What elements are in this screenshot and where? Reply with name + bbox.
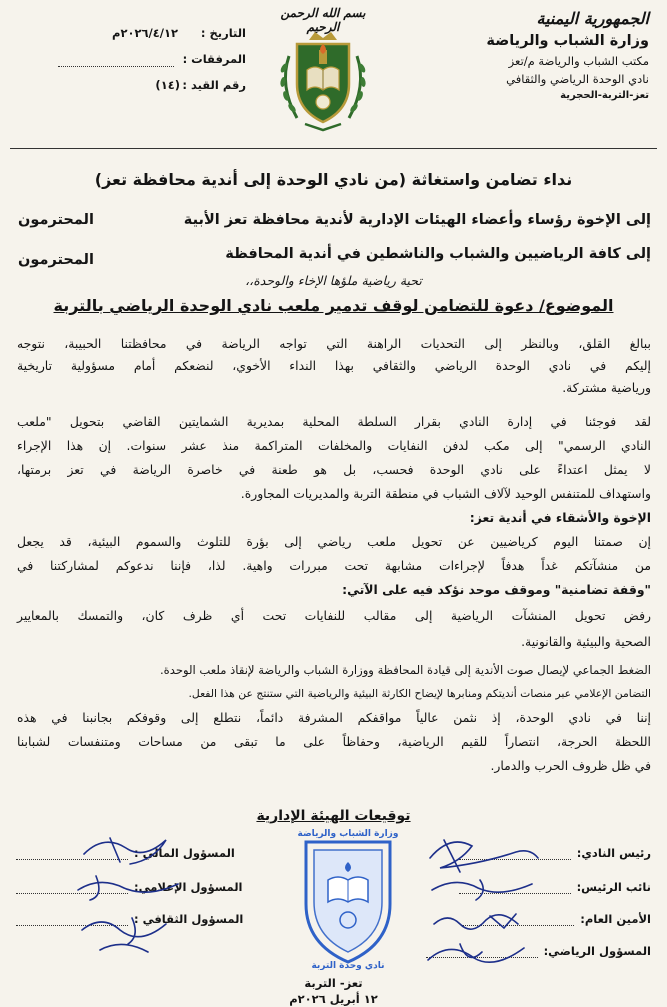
handwritten-signatures-right — [420, 828, 550, 978]
body-line: التضامن الإعلامي عبر منصات أنديتكم ومنابرها لإيضاح الكارثة البيئية والرياضية التي ستنتج عن هذا الفعل. — [188, 687, 651, 700]
club-location: تعز-التربة-الحجرية — [560, 90, 649, 101]
letterhead-right — [419, 8, 649, 104]
club-name: نادي الوحدة الرياضي والثقافي — [506, 72, 649, 86]
signature-label: رئيس النادي: — [576, 846, 651, 860]
date-label: التاريخ : — [200, 26, 246, 40]
header-divider — [10, 148, 657, 149]
body-line: إليكم في نادي الوحدة الرياضي والثقافي بهذا النداء الأخوي، لنضعكم أمام مسؤولية تاريخية — [17, 358, 651, 373]
body-line: ببالغ القلق، وبالنظر إلى التحديات الراهنة التي تواجه الرياضة في محافظتنا الحبيبة، نتوجه — [17, 336, 651, 351]
body-line: النادي الرسمي" إلى مكب لدفن النفايات والمخلفات المتراكمة منذ عشر سنوات. إن هذا الإجراء — [17, 438, 651, 453]
signature-label: الأمين العام: — [580, 912, 651, 926]
letterhead-left — [14, 26, 246, 104]
addressee-line-2: إلى كافة الرياضيين والشباب والناشطين في أندية المحافظة — [225, 246, 651, 262]
republic-name: الجمهورية اليمنية — [536, 9, 649, 28]
stamp-club-text: نادي وحدة التربة — [311, 961, 385, 970]
signature-label: المسؤول الثقافي : — [134, 912, 244, 926]
body-line: لا يمثل اعتداءً على نادي الوحدة فحسب، بل هو طعنة في خاصرة الرياضة في تعز برمتها، — [17, 462, 651, 477]
reference-row — [14, 78, 246, 104]
signature-label: نائب الرئيس: — [576, 880, 651, 894]
body-line: من منشآتكم غداً هدفاً لإجراءات مشابهة تحت مبررات واهية. لذا، فإننا ندعوكم لمشاركتنا في — [17, 558, 651, 573]
body-line: رفض تحويل المنشآت الرياضية إلى مقالب للنفايات تحت أي ظرف كان، والتمسك بالمعايير — [17, 608, 651, 623]
date-value: ٢٠٢٦/٤/١٢م — [112, 26, 178, 40]
letter-title: نداء تضامن واستغاثة (من نادي الوحدة إلى أندية محافظة تعز) — [94, 170, 573, 189]
body-line: "وقفة تضامنية" وموقف موحد نؤكد فيه على الآتي: — [342, 582, 651, 597]
body-line: الإخوة والأشقاء في أندية تعز: — [469, 510, 651, 525]
subject-line: الموضوع/ دعوة للتضامن لوقف تدمير ملعب نادي الوحدة الرياضي بالتربة — [53, 296, 614, 315]
reference-label: رقم القيد : — [182, 78, 246, 92]
reference-value: (١٤) — [155, 78, 180, 92]
office-name: مكتب الشباب والرياضة م/تعز — [508, 54, 649, 68]
body-line: ورياضية مشتركة. — [562, 380, 651, 395]
attachments-row — [14, 52, 246, 78]
body-line: الصحية والبيئية والقانونية. — [521, 634, 651, 649]
signature-label: المسؤول الإعلامي: — [134, 880, 243, 894]
attachments-label: المرفقات : — [182, 52, 246, 66]
ministry-name: وزارة الشباب والرياضة — [486, 33, 649, 49]
club-stamp-icon — [288, 820, 408, 970]
addressee-line-1: إلى الإخوة رؤساء وأعضاء الهيئات الإدارية لأندية محافظة تعز الأبية — [183, 212, 651, 228]
body-line: الضغط الجماعي لإيصال صوت الأندية إلى قيادة المحافظة ووزارة الشباب والرياضة لإنقاذ ملعب الوحدة. — [159, 663, 651, 677]
body-line: لقد فوجئنا في إدارة النادي بقرار السلطة المحلية بمديرية الشمايتين القاضي بتحويل "ملعب — [17, 414, 651, 429]
body-line: في ظل ظروف الحرب والدمار. — [490, 758, 651, 773]
date-row — [14, 26, 246, 52]
footer-date: ١٢ أبريل ٢٠٢٦م — [289, 992, 378, 1006]
handwritten-signatures-left — [70, 826, 200, 966]
body-line: اللحظة الحرجة، انتصاراً للقيم الرياضية، وحفاظاً على ما تبقى من مساحات ومتنفسات لشبابنا — [17, 734, 651, 749]
greeting: تحية رياضية ملؤها الإخاء والوحدة،، — [245, 273, 422, 288]
basmala: بسم الله الرحمن الرحيم — [280, 6, 366, 34]
body-line: إن صمتنا اليوم كرياضيين عن تحويل ملعب رياضي إلى بؤرة للتلوث والسموم البيئية، قد يجعل — [17, 534, 651, 549]
signature-label: المسؤول المالي : — [134, 846, 235, 860]
letterhead-center — [263, 6, 383, 134]
club-emblem-icon — [275, 26, 371, 134]
addressee-tag-1: المحترمون — [18, 212, 94, 228]
signature-label: المسؤول الرياضي: — [543, 944, 651, 958]
stamp-ministry-text: وزارة الشباب والرياضة — [297, 829, 399, 839]
body-line: واستهداف للمتنفس الوحيد لآلاف الشباب في منطقة التربة والمديريات المجاورة. — [240, 486, 651, 501]
attachments-blank — [58, 66, 174, 67]
footer-place: تعز- التربة — [304, 976, 363, 990]
signatures-title: توقيعات الهيئة الإدارية — [256, 808, 411, 824]
body-line: إننا في نادي الوحدة، إذ نثمن عالياً مواقفكم المشرفة دائماً، نتطلع إلى وقوفكم بجانبنا في هذه — [17, 710, 651, 725]
addressee-tag-2: المحترمون — [18, 252, 94, 268]
